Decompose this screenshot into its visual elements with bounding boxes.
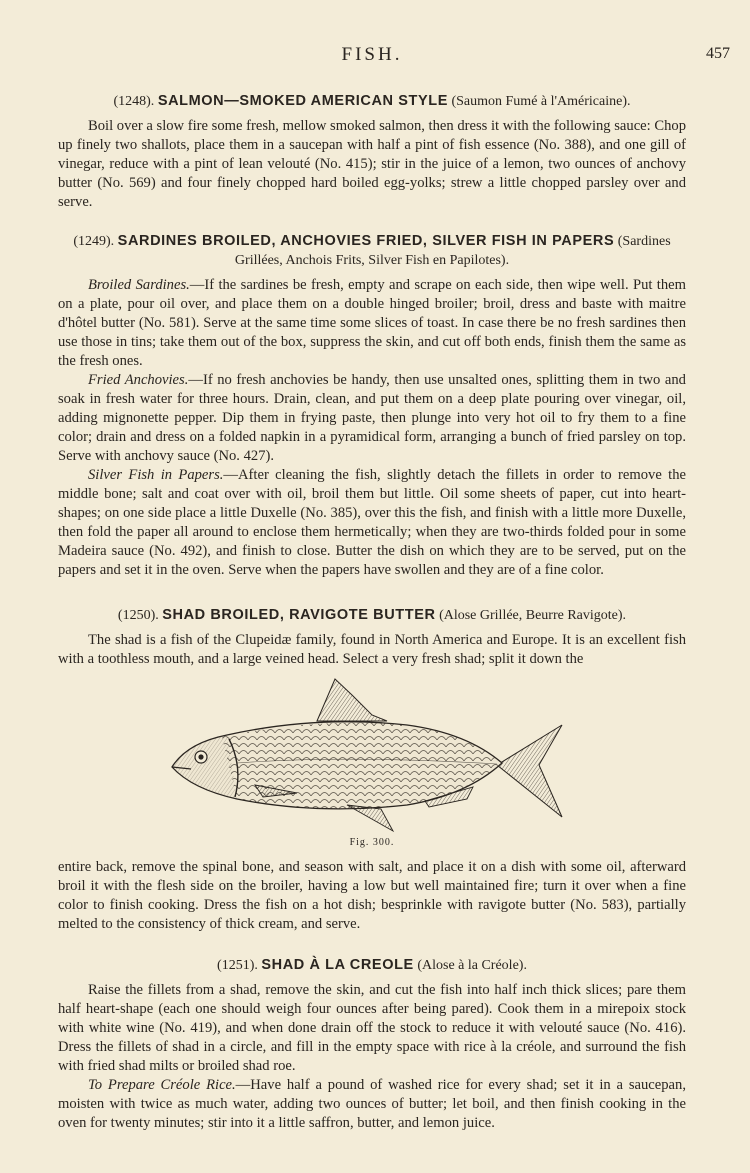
recipe-french-name: (Alose Grillée, Beurre Ravigote).: [439, 608, 627, 623]
recipe-french-name: (Alose à la Créole).: [417, 958, 527, 973]
paragraph-text: —If the sardines be fresh, empty and scrape on each side, then wipe well. Put them on a plate, pour oil over, and place them on a double hinged broiler; broil, dress and baste with maitre d'hôtel butter (No. 581). Serve at the same time some slices of toast. In case there be no fresh sardines then use those in tins; take them out of the box, suppress the skin, and cut off both ends, finish them the same as the fresh ones.: [58, 277, 686, 369]
recipe-number: (1249).: [73, 234, 115, 249]
recipe-paragraph: [58, 466, 686, 580]
recipe-name: SALMON—SMOKED AMERICAN STYLE: [157, 93, 448, 109]
recipe-paragraph: [58, 371, 686, 466]
paragraph-text: —After cleaning the fish, slightly detach the fillets in order to remove the middle bone; salt and coat over with oil, broil them but little. Oil some sheets of paper, cut into heart-shapes; on one side place a little Duxelle (No. 385), over this the fish, and finish with a little more Duxelle, then fold the paper all around to enclose them hermetically; when they are two-thirds folded pour in some Madeira sauce (No. 492), and finish to close. Butter the dish on which they are to be served, put on the papers and set it in the oven. Serve when the papers have swollen and they are of a fine color.: [58, 467, 686, 578]
recipe-french-name: (Sardines Grillées, Anchois Frits, Silver Fish en Papilotes).: [234, 234, 671, 268]
paragraph-lead: Fried Anchovies.: [88, 372, 189, 388]
paragraph-lead: Silver Fish in Papers.: [88, 467, 224, 483]
shad-figure: [58, 677, 686, 835]
recipe-paragraph: The shad is a fish of the Clupeidæ family, found in North America and Europe. It is an excellent fish with a toothless mouth, and a large veined head. Select a very fresh shad; split it down the: [58, 632, 686, 667]
paragraph-lead: Broiled Sardines.: [88, 277, 190, 293]
running-head: [58, 0, 730, 65]
recipe-paragraph: [58, 1076, 686, 1133]
paragraph-text: —Have half a pound of washed rice for every shad; set it in a saucepan, moisten with twice as much water, adding two ounces of butter; let boil, and then finish cooking in the oven for twenty minutes; stir into it a little saffron, butter, and lemon juice.: [58, 1077, 686, 1131]
page-number: 457: [706, 45, 730, 62]
paragraph-lead: To Prepare Créole Rice.: [88, 1077, 236, 1093]
recipe-number: (1251).: [217, 958, 258, 973]
recipe-name: SHAD BROILED, RAVIGOTE BUTTER: [162, 607, 436, 623]
running-head-title: FISH.: [341, 44, 403, 65]
recipe-number: (1250).: [117, 608, 159, 623]
recipe-heading-1250: [58, 606, 686, 625]
recipe-heading-1249: [58, 232, 686, 270]
recipe-paragraph: Boil over a slow fire some fresh, mellow smoked salmon, then dress it with the following sauce: Chop up finely two shallots, place them in a saucepan with half a pint of fish essence (No. 388), and one gill of vinegar, reduce with a pint of lean velouté (No. 415); stir in the juice of a lemon, two ounces of anchovy butter (No. 569) and four finely chopped hard boiled egg-yolks; strew a little chopped parsley over and serve.: [58, 118, 686, 210]
recipe-heading-1251: [58, 956, 686, 975]
recipe-paragraph: entire back, remove the spinal bone, and season with salt, and place it on a dish with some oil, afterward broil it with the flesh side on the broiler, having a low but well maintained fire; turn it over when a fine color to finish cooking. Dress the fish on a hot dish; besprinkle with ravigote butter (No. 583), partially melted to the consistency of thick cream, and serve.: [58, 859, 686, 932]
recipe-number: (1248).: [113, 94, 155, 109]
shad-fish-illustration: [167, 677, 577, 835]
paragraph-text: —If no fresh anchovies be handy, then use unsalted ones, splitting them in two and soak in fresh water for three hours. Drain, clean, and put them on a deep plate pouring over vinegar, oil, adding mignonette pepper. Dip them in frying paste, then plunge into very hot oil to fry them to a fine color; drain and dress on a folded napkin in a pyramidical form, arranging a bunch of fried parsley on top. Serve with anchovy sauce (No. 427).: [58, 372, 686, 464]
recipe-name: SARDINES BROILED, ANCHOVIES FRIED, SILVER FISH IN PAPERS: [117, 233, 615, 249]
figure-caption: Fig. 300.: [349, 837, 395, 848]
recipe-french-name: (Saumon Fumé à l'Américaine).: [451, 94, 631, 109]
recipe-heading-1248: [58, 92, 686, 111]
recipe-paragraph: [58, 276, 686, 371]
recipe-name: SHAD À LA CREOLE: [261, 957, 414, 973]
recipe-paragraph: Raise the fillets from a shad, remove the skin, and cut the fish into half inch thick slices; pare them half heart-shape (each one should weigh four ounces after being pared). Cook them in a mirepoix stock with white wine (No. 419), and when done drain off the stock to reduce it with velouté sauce (No. 416). Dress the fillets of shad in a circle, and fill in the empty space with rice à la créole, and surround the fish with fried shad milts or broiled shad roe.: [58, 982, 686, 1074]
